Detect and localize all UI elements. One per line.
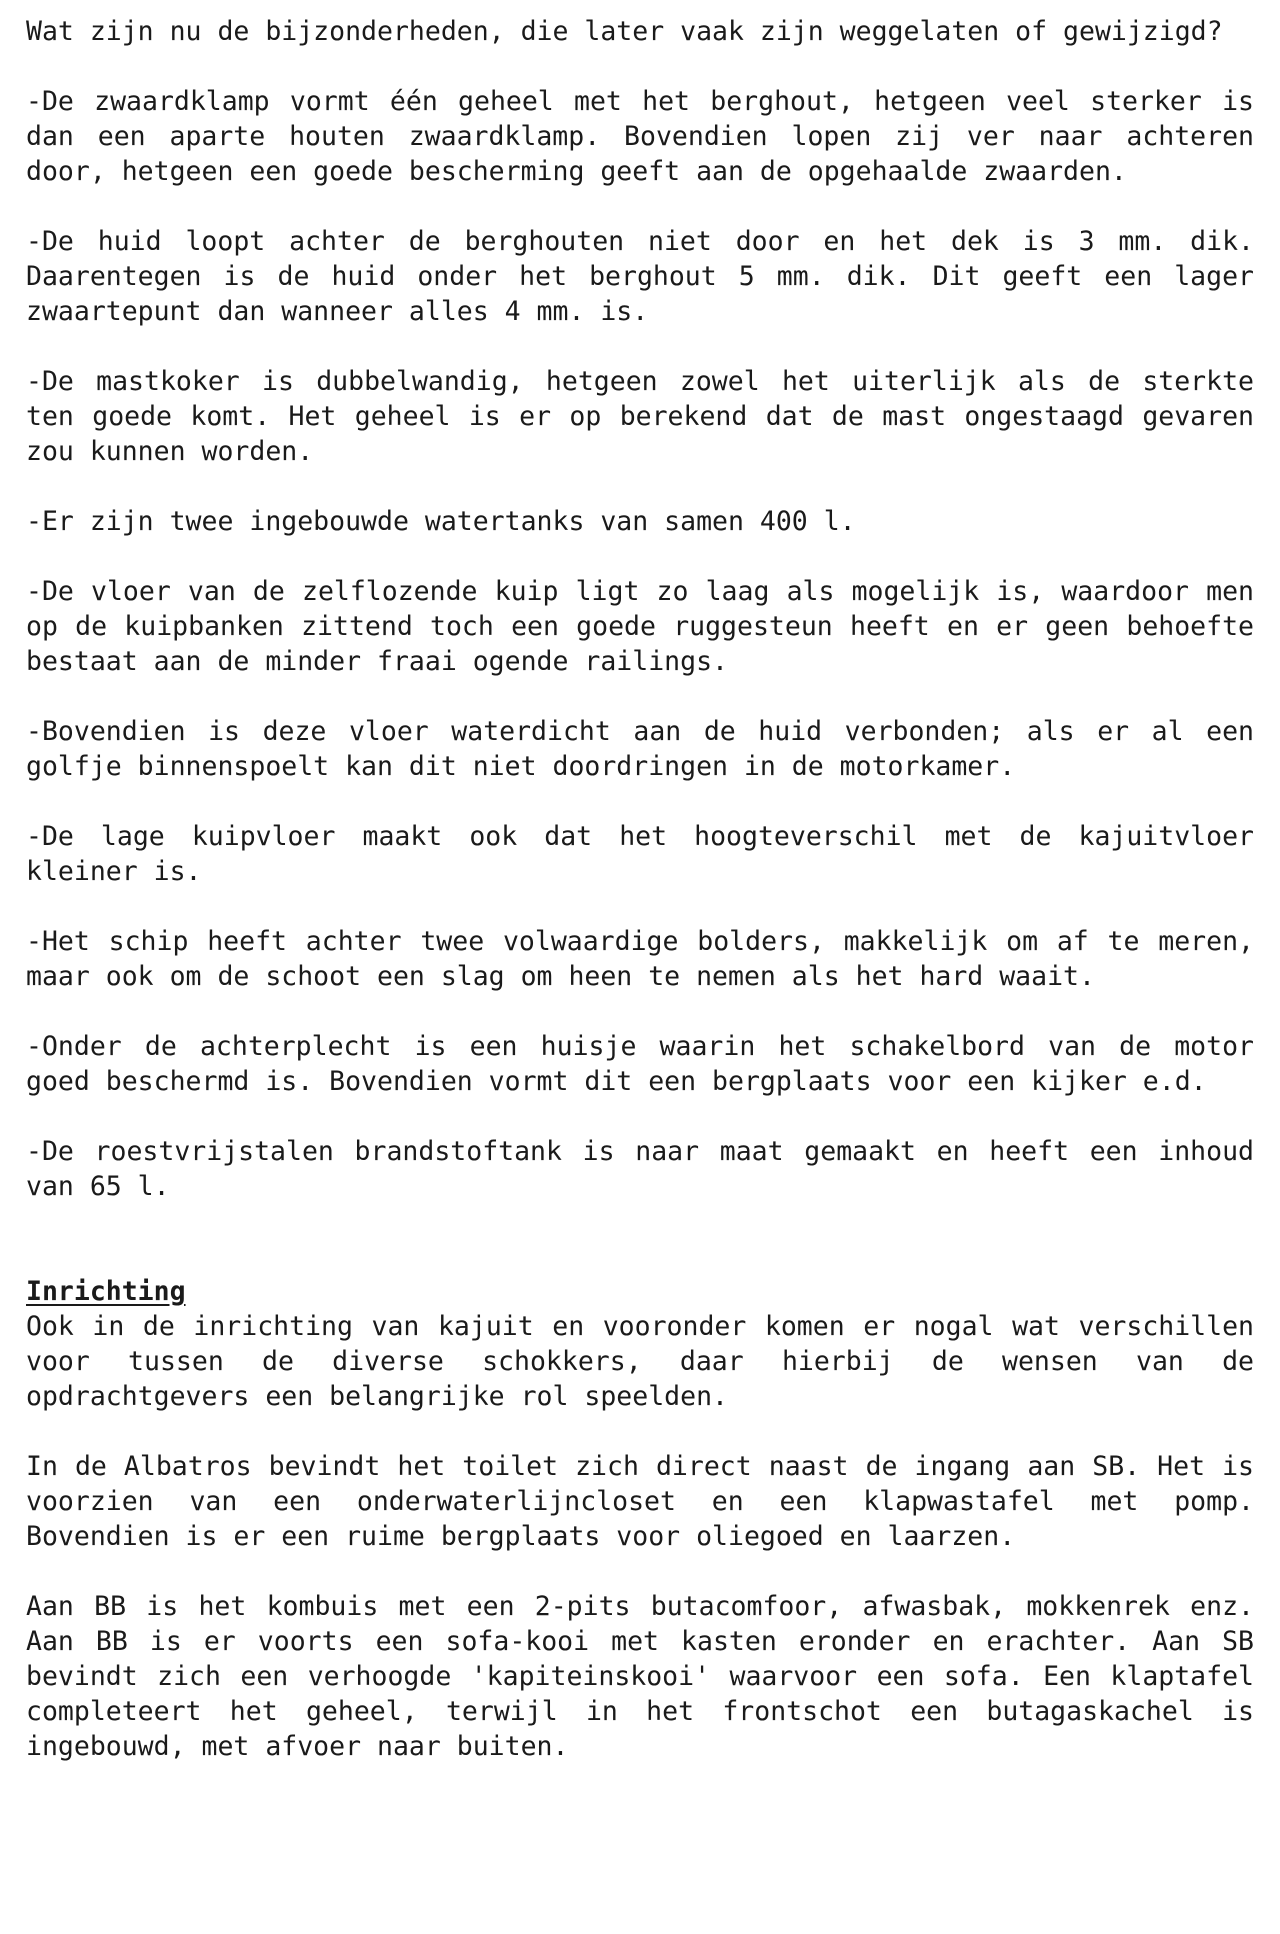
point-paragraph: -De lage kuipvloer maakt ook dat het hoogteverschil met de kajuitvloer kleiner is. — [26, 821, 1254, 887]
point-paragraph: -De roestvrijstalen brandstoftank is naar maat gemaakt en heeft een inhoud van 65 l. — [26, 1136, 1254, 1202]
point-paragraph: -De zwaardklamp vormt één geheel met het berghout, hetgeen veel sterker is dan een aparte houten zwaardklamp. Bovendien lopen zij ver naar achteren door, hetgeen een goede bescherming geeft aan de opgehaalde zwaarden. — [26, 86, 1254, 187]
document-page — [26, 14, 1254, 1799]
section-paragraph: Ook in de inrichting van kajuit en vooronder komen er nogal wat verschillen voor tussen de diverse schokkers, daar hierbij de wensen van de opdrachtgevers een belangrijke rol speelden. — [26, 1311, 1254, 1412]
section-heading: Inrichting — [26, 1276, 186, 1307]
intro-paragraph: Wat zijn nu de bijzonderheden, die later vaak zijn weggelaten of gewijzigd? — [26, 16, 1223, 47]
point-paragraph: -Het schip heeft achter twee volwaardige bolders, makkelijk om af te meren, maar ook om de schoot een slag om heen te nemen als het hard waait. — [26, 926, 1254, 992]
spacer — [26, 1239, 1254, 1274]
point-paragraph: -Bovendien is deze vloer waterdicht aan de huid verbonden; als er al een golfje binnenspoelt kan dit niet doordringen in de motorkamer. — [26, 716, 1254, 782]
point-paragraph: -De vloer van de zelflozende kuip ligt zo laag als mogelijk is, waardoor men op de kuipbanken zittend toch een goede ruggesteun heeft en er geen behoefte bestaat aan de minder fraai ogende railings. — [26, 576, 1254, 677]
point-paragraph: -Er zijn twee ingebouwde watertanks van samen 400 l. — [26, 506, 856, 537]
section-paragraph: Aan BB is het kombuis met een 2-pits butacomfoor, afwasbak, mokkenrek enz. Aan BB is er voorts een sofa-kooi met kasten eronder en erachter. Aan SB bevindt zich een verhoogde 'kapiteinskooi' waarvoor een sofa. Een klaptafel completeert het geheel, terwijl in het frontschot een butagaskachel is ingebouwd, met afvoer naar buiten. — [26, 1591, 1254, 1762]
section-paragraph: In de Albatros bevindt het toilet zich direct naast de ingang aan SB. Het is voorzien van een onderwaterlijncloset en een klapwastafel met pomp. Bovendien is er een ruime bergplaats voor oliegoed en laarzen. — [26, 1451, 1254, 1552]
point-paragraph: -De huid loopt achter de berghouten niet door en het dek is 3 mm. dik. Daarentegen is de huid onder het berghout 5 mm. dik. Dit geeft een lager zwaartepunt dan wanneer alles 4 mm. is. — [26, 226, 1254, 327]
point-paragraph: -Onder de achterplecht is een huisje waarin het schakelbord van de motor goed beschermd is. Bovendien vormt dit een bergplaats voor een kijker e.d. — [26, 1031, 1254, 1097]
point-paragraph: -De mastkoker is dubbelwandig, hetgeen zowel het uiterlijk als de sterkte ten goede komt. Het geheel is er op berekend dat de mast ongestaagd gevaren zou kunnen worden. — [26, 366, 1254, 467]
